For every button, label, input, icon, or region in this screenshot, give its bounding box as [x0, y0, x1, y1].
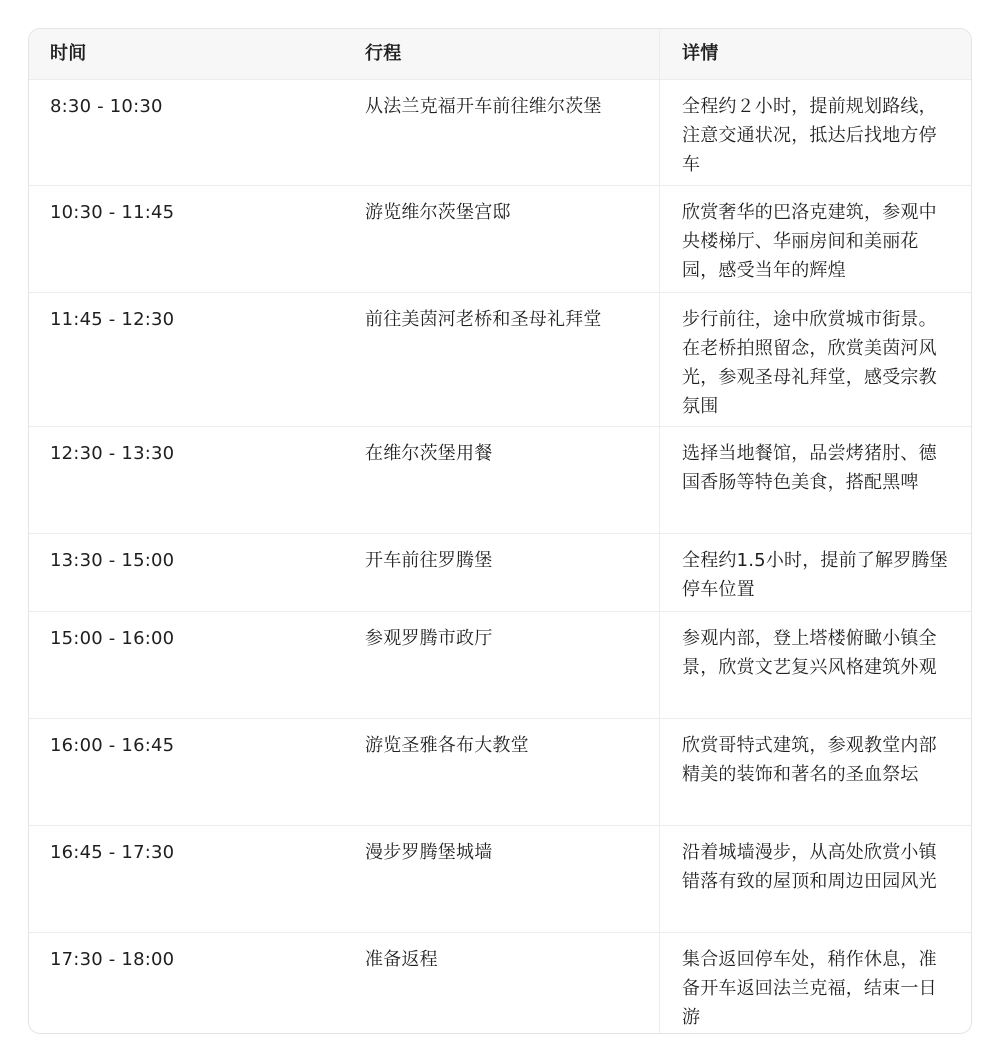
row-3-activity: 前往美茵河老桥和圣母礼拜堂 — [345, 292, 659, 426]
row-4-time: 12:30 - 13:30 — [29, 426, 345, 533]
row-9-activity: 准备返程 — [345, 932, 659, 1034]
row-1-activity: 从法兰克福开车前往维尔茨堡 — [345, 79, 659, 185]
row-7-activity: 游览圣雅各布大教堂 — [345, 718, 659, 825]
row-5-details: 全程约1.5小时，提前了解罗腾堡停车位置 — [659, 533, 971, 611]
row-2-time: 10:30 - 11:45 — [29, 185, 345, 292]
header-details: 详情 — [659, 29, 971, 79]
header-activity: 行程 — [345, 29, 659, 79]
itinerary-grid — [29, 29, 971, 1033]
row-3-details: 步行前往，途中欣赏城市街景。在老桥拍照留念，欣赏美茵河风光，参观圣母礼拜堂，感受宗教氛围 — [659, 292, 971, 426]
row-5-activity: 开车前往罗腾堡 — [345, 533, 659, 611]
row-6-activity: 参观罗腾市政厅 — [345, 611, 659, 718]
row-8-time: 16:45 - 17:30 — [29, 825, 345, 932]
row-8-details: 沿着城墙漫步，从高处欣赏小镇错落有致的屋顶和周边田园风光 — [659, 825, 971, 932]
row-8-activity: 漫步罗腾堡城墙 — [345, 825, 659, 932]
row-2-details: 欣赏奢华的巴洛克建筑，参观中央楼梯厅、华丽房间和美丽花园，感受当年的辉煌 — [659, 185, 971, 292]
row-9-details: 集合返回停车处，稍作休息，准备开车返回法兰克福，结束一日游 — [659, 932, 971, 1034]
itinerary-table — [28, 28, 972, 1034]
row-6-details: 参观内部，登上塔楼俯瞰小镇全景，欣赏文艺复兴风格建筑外观 — [659, 611, 971, 718]
row-4-activity: 在维尔茨堡用餐 — [345, 426, 659, 533]
row-5-time: 13:30 - 15:00 — [29, 533, 345, 611]
row-1-details: 全程约２小时，提前规划路线，注意交通状况，抵达后找地方停车 — [659, 79, 971, 185]
row-6-time: 15:00 - 16:00 — [29, 611, 345, 718]
row-9-time: 17:30 - 18:00 — [29, 932, 345, 1034]
row-7-time: 16:00 - 16:45 — [29, 718, 345, 825]
row-7-details: 欣赏哥特式建筑，参观教堂内部精美的装饰和著名的圣血祭坛 — [659, 718, 971, 825]
header-time: 时间 — [29, 29, 345, 79]
row-2-activity: 游览维尔茨堡宫邸 — [345, 185, 659, 292]
row-3-time: 11:45 - 12:30 — [29, 292, 345, 426]
row-4-details: 选择当地餐馆，品尝烤猪肘、德国香肠等特色美食，搭配黑啤 — [659, 426, 971, 533]
row-1-time: 8:30 - 10:30 — [29, 79, 345, 185]
